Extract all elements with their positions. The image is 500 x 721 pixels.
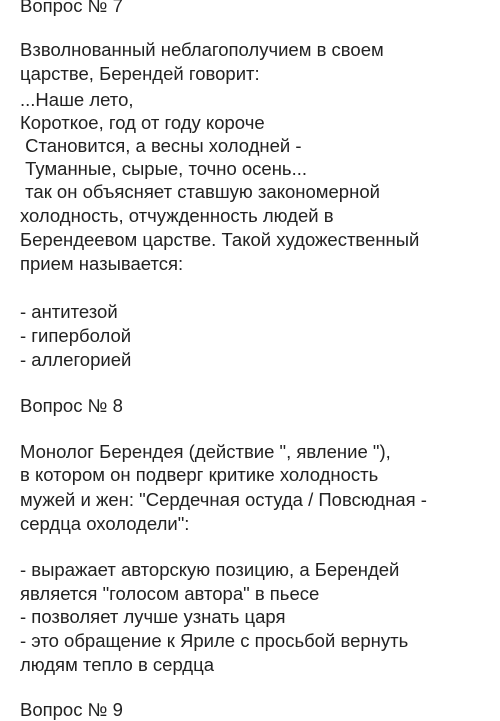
question-7-header: Вопрос № 7	[20, 0, 123, 16]
question-8-option: - позволяет лучше узнать царя	[20, 606, 286, 627]
question-7-text-line: Берендеевом царстве. Такой художественный	[20, 229, 420, 250]
question-7-text-line: Туманные, сырые, точно осень...	[20, 158, 307, 179]
question-8-option: - это обращение к Яриле с просьбой вернуть	[20, 630, 409, 651]
question-8-option: - выражает авторскую позицию, а Берендей	[20, 559, 400, 580]
question-7-option: - антитезой	[20, 301, 118, 322]
question-8-text-line: сердца охолодели":	[20, 513, 190, 534]
question-7-text-line: ...Наше лето,	[20, 89, 134, 110]
question-7-text-line: прием называется:	[20, 253, 184, 274]
question-7-text-line: холодность, отчужденность людей в	[20, 205, 334, 226]
question-7-text-line: так он объясняет ставшую закономерной	[20, 181, 380, 202]
question-8-text-line: мужей и жен: "Сердечная остуда / Повсюдная -	[20, 489, 427, 510]
question-7-text-line: царстве, Берендей говорит:	[20, 63, 260, 84]
question-8-option: является "голосом автора" в пьесе	[20, 583, 320, 604]
question-8-option: людям тепло в сердца	[20, 654, 214, 675]
question-8-header: Вопрос № 8	[20, 395, 123, 416]
question-8-text-line: в котором он подверг критике холодность	[20, 464, 379, 485]
question-7-text-line: Взволнованный неблагополучием в своем	[20, 39, 384, 60]
question-8-text-line: Монолог Берендея (действие ", явление "),	[20, 441, 391, 462]
question-7-option: - гиперболой	[20, 325, 132, 346]
question-7-option: - аллегорией	[20, 349, 132, 370]
question-9-header: Вопрос № 9	[20, 699, 123, 720]
question-7-text-line: Короткое, год от году короче	[20, 112, 265, 133]
question-7-text-line: Становится, а весны холодней -	[20, 135, 302, 156]
